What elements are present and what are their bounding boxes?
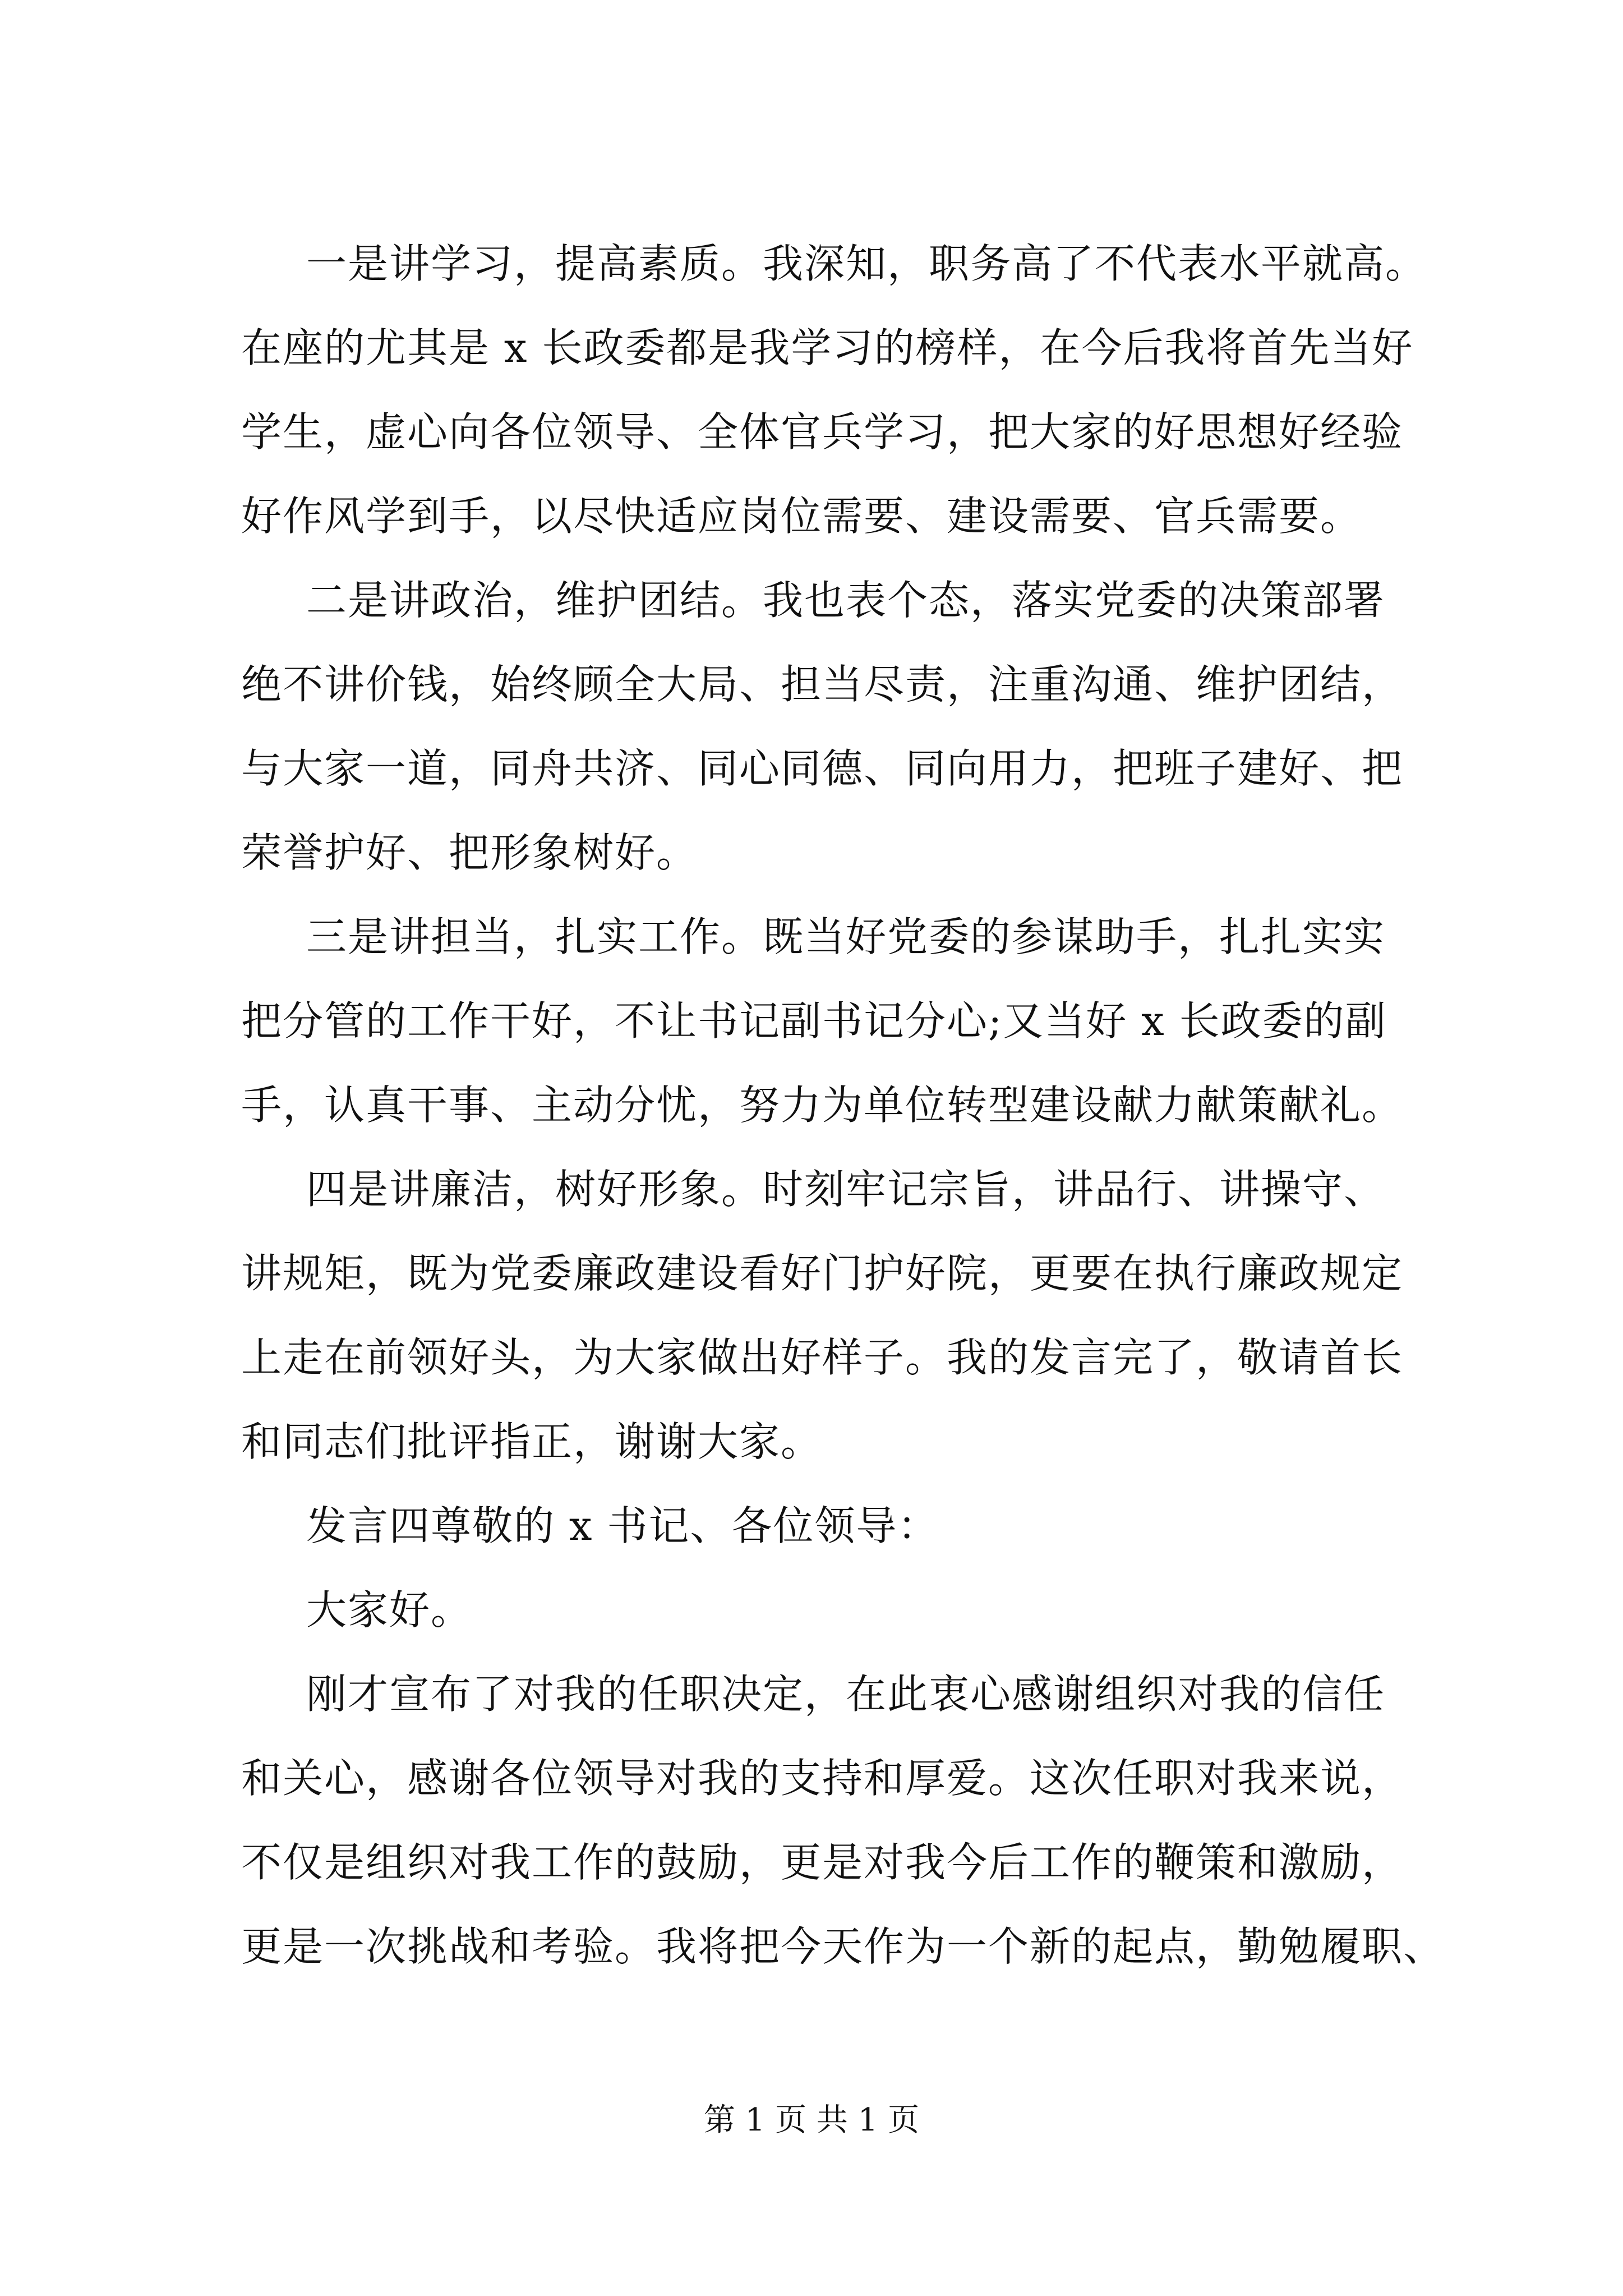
page-footer: 第 1 页 共 1 页	[703, 2102, 920, 2138]
text-line: 荣誉护好、把形象树好。	[241, 829, 698, 876]
text-line: 更是一次挑战和考验。我将把今天作为一个新的起点，勤勉履职、	[241, 1923, 1445, 1970]
text-line: 不仅是组织对我工作的鼓励，更是对我今后工作的鞭策和激励，	[241, 1839, 1404, 1886]
text-line: 上走在前领好头，为大家做出好样子。我的发言完了，敬请首长	[241, 1334, 1404, 1381]
text-line: 把分管的工作干好，不让书记副书记分心;又当好 x 长政委的副	[241, 997, 1387, 1045]
text-line: 学生，虚心向各位领导、全体官兵学习，把大家的好思想好经验	[241, 408, 1404, 455]
text-line: 和同志们批评指正，谢谢大家。	[241, 1418, 823, 1465]
text-line: 一是讲学习，提高素质。我深知，职务高了不代表水平就高。	[306, 240, 1427, 287]
text-line: 好作风学到手，以尽快适应岗位需要、建设需要、官兵需要。	[241, 493, 1362, 540]
text-line: 与大家一道，同舟共济、同心同德、同向用力，把班子建好、把	[241, 745, 1404, 792]
text-line: 四是讲廉洁，树好形象。时刻牢记宗旨，讲品行、讲操守、	[306, 1166, 1386, 1213]
text-line: 绝不讲价钱，始终顾全大局、担当尽责，注重沟通、维护团结，	[241, 661, 1404, 708]
text-line: 二是讲政治，维护团结。我也表个态，落实党委的决策部署	[306, 577, 1386, 624]
text-line: 发言四尊敬的 x 书记、各位领导：	[306, 1502, 939, 1549]
text-line: 大家好。	[306, 1586, 473, 1634]
text-line: 刚才宣布了对我的任职决定，在此衷心感谢组织对我的信任	[306, 1671, 1386, 1718]
text-line: 讲规矩，既为党委廉政建设看好门护好院，更要在执行廉政规定	[241, 1250, 1404, 1297]
text-line: 手，认真干事、主动分忧，努力为单位转型建设献力献策献礼。	[241, 1082, 1404, 1129]
text-line: 在座的尤其是 x 长政委都是我学习的榜样，在今后我将首先当好	[241, 324, 1414, 371]
text-line: 三是讲担当，扎实工作。既当好党委的参谋助手，扎扎实实	[306, 913, 1386, 960]
text-line: 和关心，感谢各位领导对我的支持和厚爱。这次任职对我来说，	[241, 1755, 1404, 1802]
